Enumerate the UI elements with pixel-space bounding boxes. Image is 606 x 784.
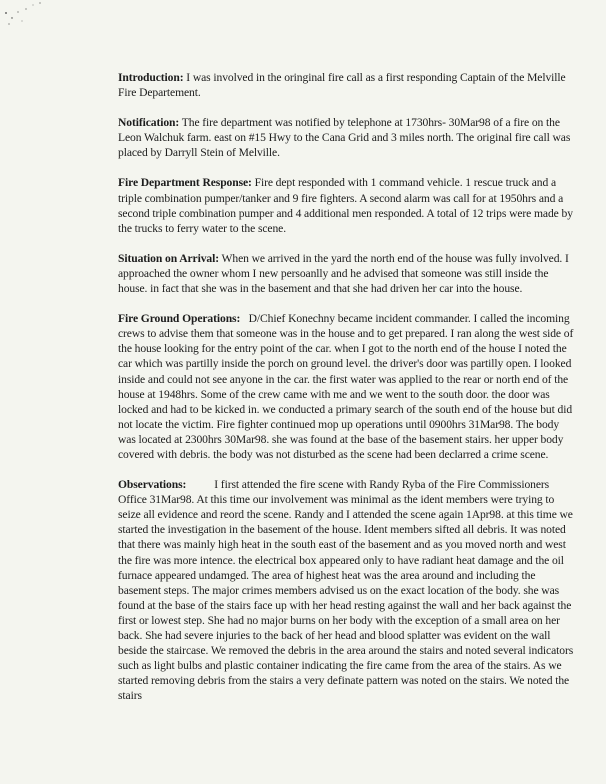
paragraph-arrival — [118, 251, 576, 296]
heading-arrival: Situation on Arrival: — [118, 251, 219, 265]
text-introduction: I was involved in the oringinal fire call as a first responding Captain of the Melville Fire Departement. — [118, 71, 566, 100]
paragraph-response — [118, 175, 576, 235]
heading-observations: Observations: — [118, 478, 187, 492]
text-operations: D/Chief Konechny became incident commander. I called the incoming crews to advise them that someone was in the house and to get prepared. I ran along the west side of the house looking for the entry point of the car. when I got to the north end of the house I noted the car which was partilly inside the porch on ground level. the driver's door was partilly open. I looked inside and could not see anyone in the car. the first water was applied to the rear or north end of the house at 1948hrs. Some of the crew came with me and we went to the south door. the door was locked and had to be kicked in. we conducted a primary search of the south end of the house but did not locate the victim. Fire fighter continued mop up operations until 0900hrs 31Mar98. The body was located at 2300hrs 30Mar98. she was found at the base of the basement stairs. her upper body covered with debris. the body was not disturbed as the scene had been declarred a crime scene. — [118, 312, 577, 461]
heading-operations: Fire Ground Operations: — [118, 312, 241, 326]
heading-notification: Notification: — [118, 116, 180, 130]
paragraph-observations — [118, 477, 576, 703]
paragraph-operations — [118, 311, 576, 462]
text-observations: I first attended the fire scene with Randy Ryba of the Fire Commissioners Office 31Mar98. At this time our involvement was minimal as the ident members were trying to seize all evidence and reord the scene. Randy and I attended the scene again 1Apr98. at this time we started the investigation in the basement of the house. Ident members sifted all debris. It was noted that there was mainly high heat in the south east of the basement and as you moved north and west the fire was more intence. the electrical box appeared only to have radiant heat damage and the oil furnace appeared undamged. The area of highest heat was the area around and including the basement steps. The major crimes members advised us on the exact location of the body. she was found at the base of the stairs face up with her head resting against the wall and her back against the first or lowest step. She had no major burns on her body with the exception of a small area on her back. She had severe injuries to the back of her head and blood splatter was evident on the wall beside the staircase. We removed the debris in the area around the stairs and noted several indicators such as light bulbs and plastic container indicating the fire came from the area of the stairs. As we started removing debris from the stairs a very definate pattern was noted on the stairs. We noted the stairs — [118, 478, 576, 703]
scan-speckles — [0, 0, 70, 40]
paragraph-introduction — [118, 70, 576, 100]
heading-response: Fire Department Response: — [118, 176, 252, 190]
text-arrival: When we arrived in the yard the north end of the house was fully involved. I approached the owner whom I new persoanlly and he advised that someone was still inside the house. in fact that she was in the basement and that she had driven her car into the house. — [118, 251, 569, 296]
text-response: Fire dept responded with 1 command vehicle. 1 rescue truck and a triple combination pumper/tanker and 9 fire fighters. A second alarm was call for at 1950hrs and a second triple combination pumper and 4 additional men responded. A total of 12 trips were made by the trucks to ferry water to the scene. — [118, 176, 573, 235]
text-notification: The fire department was notified by telephone at 1730hrs- 30Mar98 of a fire on the Leon Walchuk farm. east on #15 Hwy to the Cana Grid and 3 miles north. The original fire call was placed by Darryll Stein of Melville. — [118, 116, 571, 160]
heading-introduction: Introduction: — [118, 71, 184, 84]
paragraph-notification — [118, 115, 576, 160]
document-page — [118, 70, 576, 718]
